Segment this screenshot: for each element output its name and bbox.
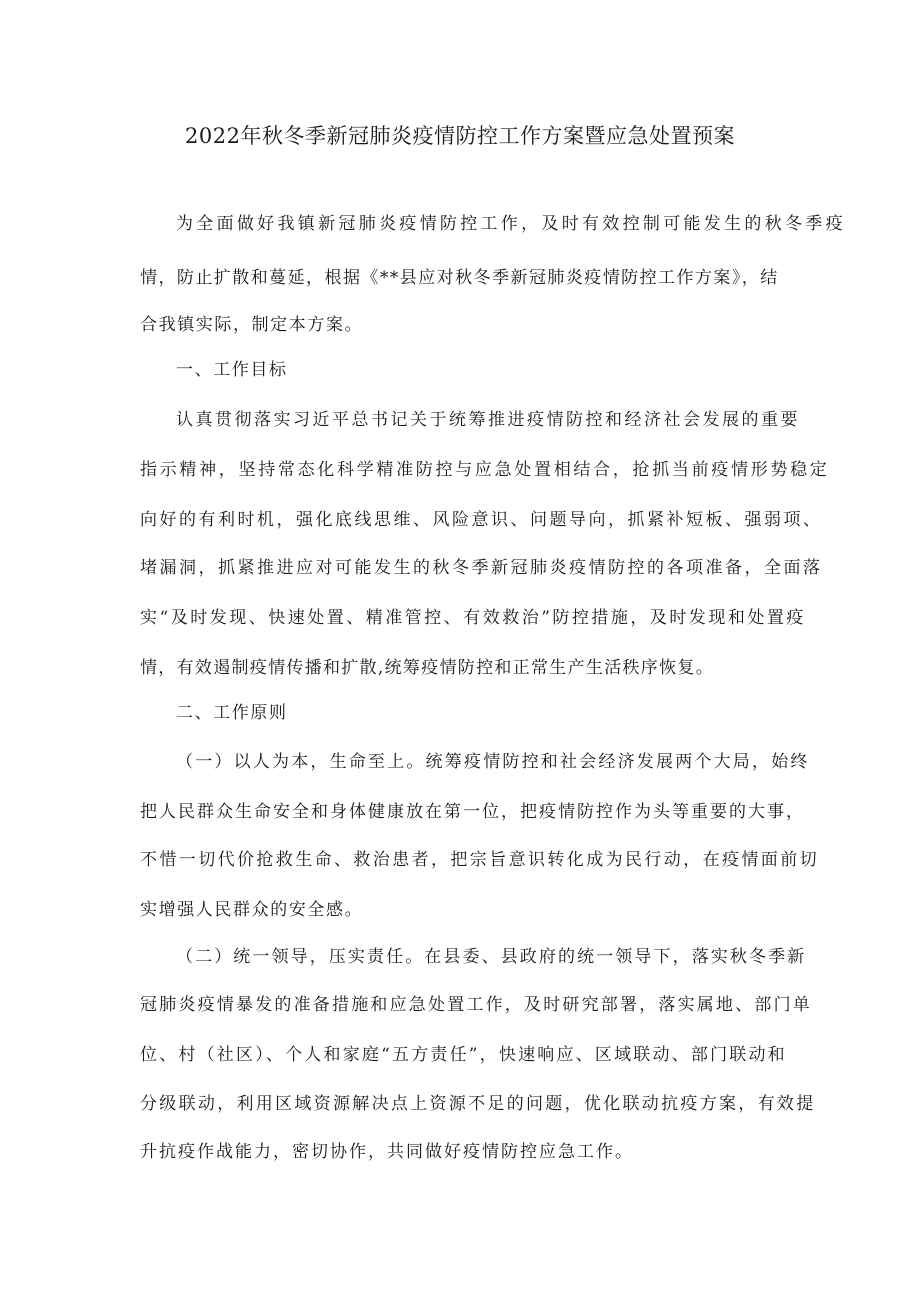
section-heading-2: 二、工作原则 — [176, 703, 288, 723]
body-line-6: 指示精神，坚持常态化科学精准防控与应急处置相结合，抢抓当前疫情形势稳定 — [140, 460, 830, 480]
body-line-3: 合我镇实际，制定本方案。 — [140, 315, 364, 335]
body-line-2: 情，防止扩散和蔓延，根据《**县应对秋冬季新冠肺炎疫情防控工作方案》，结 — [140, 268, 779, 288]
body-line-5: 认真贯彻落实习近平总书记关于统筹推进疫情防控和经济社会发展的重要 — [176, 410, 800, 430]
body-line-18: 位、村（社区）、个人和家庭“五方责任”，快速响应、区域联动、部门联动和 — [140, 1045, 787, 1065]
body-line-8: 堵漏洞，抓紧推进应对可能发生的秋冬季新冠肺炎疫情防控的各项准备，全面落 — [140, 558, 823, 578]
body-line-20: 升抗疫作战能力，密切协作，共同做好疫情防控应急工作。 — [140, 1142, 634, 1162]
body-line-12: （一）以人为本，生命至上。统筹疫情防控和社会经济发展两个大局，始终 — [176, 752, 810, 772]
body-line-1: 为全面做好我镇新冠肺炎疫情防控工作，及时有效控制可能发生的秋冬季疫 — [176, 214, 846, 234]
body-line-13: 把人民群众生命安全和身体健康放在第一位，把疫情防控作为头等重要的大事， — [140, 802, 805, 822]
body-line-17: 冠肺炎疫情暴发的准备措施和应急处置工作，及时研究部署，落实属地、部门单 — [140, 995, 812, 1015]
document-title: 2022年秋冬季新冠肺炎疫情防控工作方案暨应急处置预案 — [185, 124, 735, 148]
body-line-14: 不惜一切代价抢救生命、救治患者，把宗旨意识转化成为民行动，在疫情面前切 — [140, 850, 819, 870]
section-heading-1: 一、工作目标 — [176, 360, 288, 380]
body-line-10: 情，有效遏制疫情传播和扩散,统筹疫情防控和正常生产生活秩序恢复。 — [140, 658, 715, 678]
body-line-19: 分级联动，利用区域资源解决点上资源不足的问题，优化联动抗疫方案，有效提 — [140, 1094, 816, 1114]
body-line-15: 实增强人民群众的安全感。 — [140, 900, 364, 920]
body-line-7: 向好的有利时机，强化底线思维、风险意识、问题导向，抓紧补短板、强弱项、 — [140, 510, 823, 530]
body-line-16: （二）统一领导，压实责任。在县委、县政府的统一领导下，落实秋冬季新 — [176, 947, 807, 967]
body-line-9: 实“及时发现、快速处置、精准管控、有效救治”防控措施，及时发现和处置疫 — [140, 608, 806, 628]
